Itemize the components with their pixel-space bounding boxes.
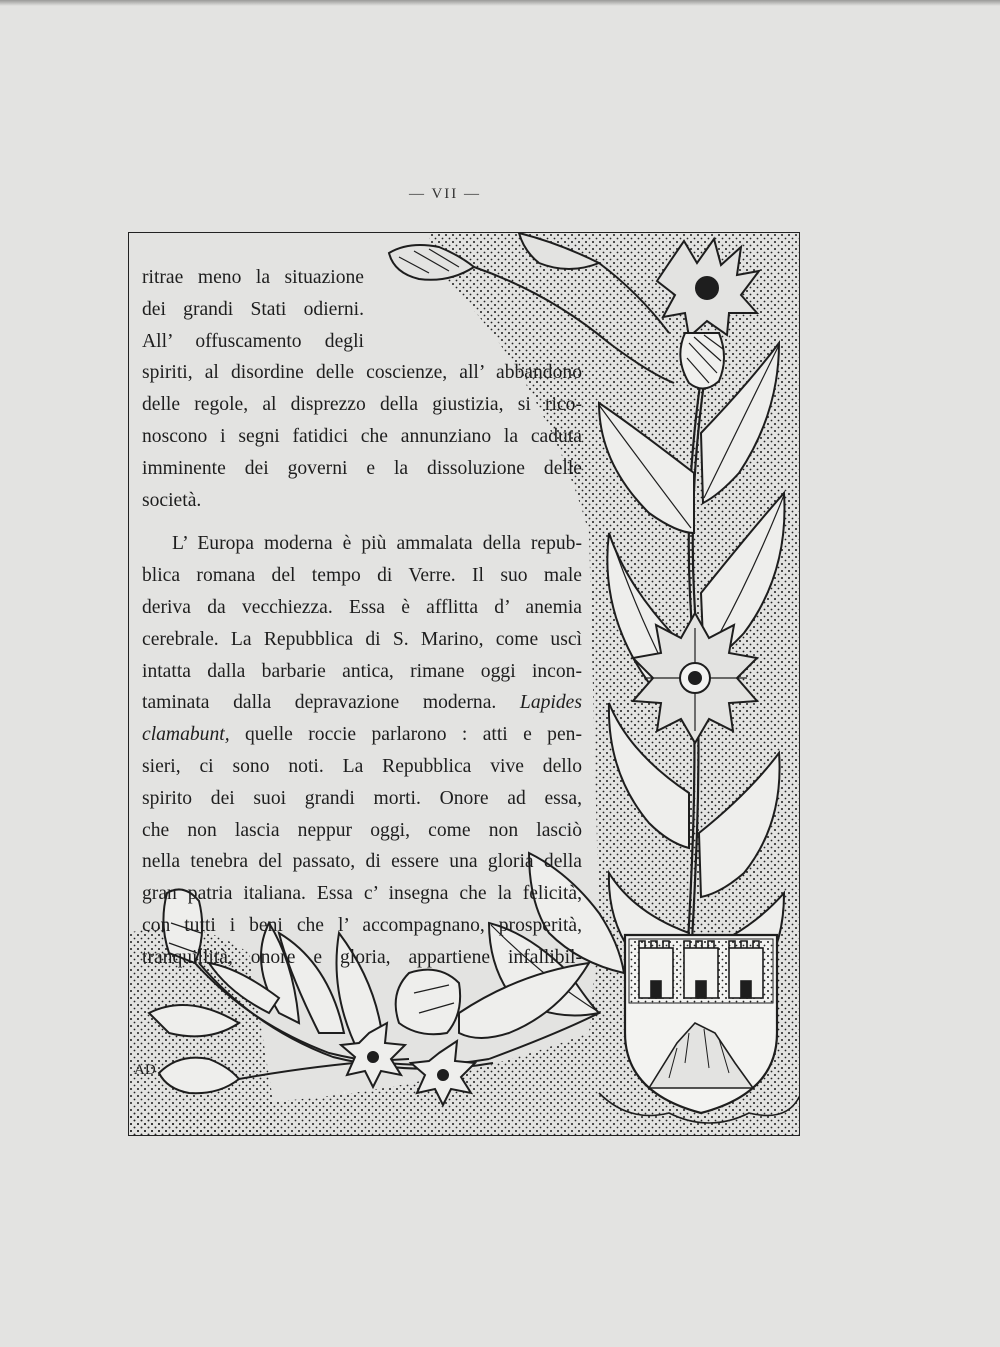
- page-edge-shadow: [0, 0, 1000, 6]
- text-line: blica romana del tempo di Verre. Il suo male: [142, 565, 582, 587]
- text-segment: quelle roccie parlarono : atti e pen-: [245, 724, 582, 746]
- text-line: gran patria italiana. Essa c’ insegna che la felicità,: [142, 883, 582, 905]
- text-line: [142, 687, 582, 719]
- latin-phrase: Lapides: [519, 692, 582, 714]
- text-line: nella tenebra del passato, di essere una gloria della: [142, 851, 582, 873]
- three-towers-icon: [639, 941, 763, 998]
- text-line: deriva da vecchiezza. Essa è afflitta d’ anemia: [142, 596, 582, 618]
- text-line: spirito dei suoi grandi morti. Onore ad essa,: [142, 787, 582, 809]
- text-line: ritrae meno la situazione: [142, 267, 364, 288]
- text-line: tranquillità, onore e gloria, appartiene infallibil-: [142, 946, 582, 968]
- text-line: L’ Europa moderna è più ammalata della repub-: [172, 533, 582, 555]
- text-line: intatta dalla barbarie antica, rimane oggi incon-: [142, 660, 582, 682]
- text-line: delle regole, al disprezzo della giustizia, si rico-: [142, 394, 582, 416]
- latin-phrase: clamabunt,: [142, 724, 230, 746]
- text-line: sieri, ci sono noti. La Repubblica vive dello: [142, 755, 582, 777]
- artist-monogram: AD: [134, 1062, 156, 1078]
- page-number: — VII —: [408, 186, 482, 202]
- text-line: spiriti, al disordine delle coscienze, all’ abbandono: [142, 362, 582, 384]
- text-line: All’ offuscamento degli: [142, 330, 364, 352]
- text-line: cerebrale. La Repubblica di S. Marino, come uscì: [142, 628, 582, 650]
- text-line: imminente dei governi e la dissoluzione delle: [142, 457, 582, 479]
- text-segment: taminata dalla depravazione moderna.: [142, 692, 497, 714]
- text-line: società.: [142, 489, 202, 511]
- text-line: dei grandi Stati odierni.: [142, 298, 364, 320]
- body-text: [142, 262, 582, 974]
- text-line: con tutti i beni che l’ accompagnano, prosperità,: [142, 914, 582, 936]
- text-line: noscono i segni fatidici che annunziano la caduta: [142, 425, 582, 447]
- text-line: [142, 719, 582, 751]
- text-line: che non lascia neppur oggi, come non lasciò: [142, 819, 582, 841]
